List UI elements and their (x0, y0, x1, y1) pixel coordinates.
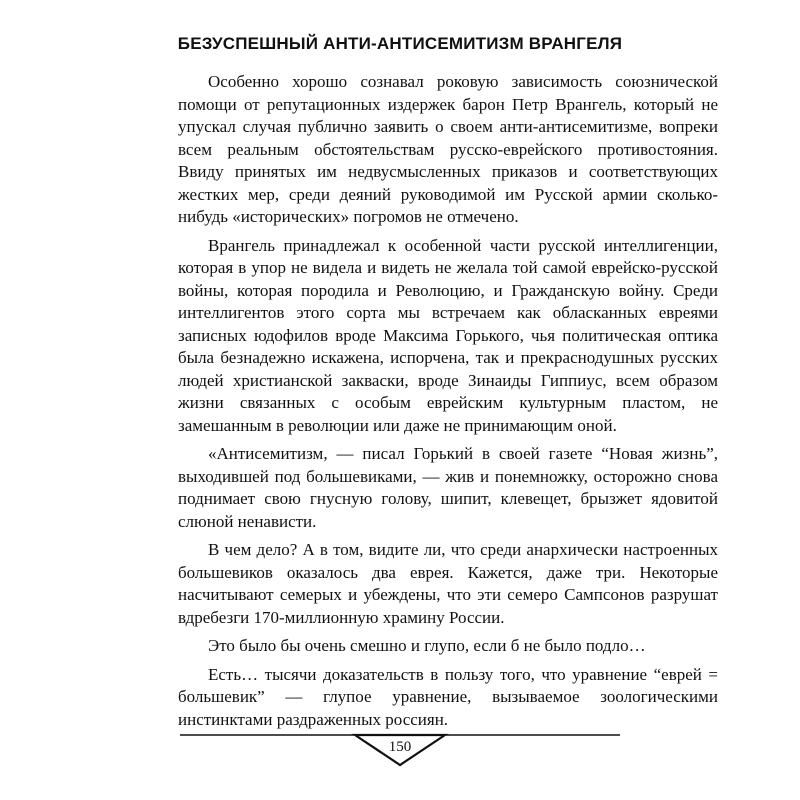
body-text (178, 71, 718, 737)
paragraph: Особенно хорошо сознавал роковую зависимость союзнической помощи от репутационных издержек барон Петр Врангель, который не упускал случая публично заявить о своем анти-антисемитизме, вопреки всем реальным обстоятельствам русско-еврейского противостояния. Ввиду принятых им недвусмысленных приказов и соответствующих жестких мер, среди деяний руководимой им Русской армии сколько-нибудь «исторических» погромов не отмечено. (178, 72, 718, 226)
page-footer (0, 733, 800, 767)
chapter-heading: БЕЗУСПЕШНЫЙ АНТИ-АНТИСЕМИТИЗМ ВРАНГЕЛЯ (177, 34, 623, 53)
paragraph: Есть… тысячи доказательств в пользу того, что уравнение “еврей = большевик” — глупое уравнение, вызываемое зоологическими инстинктами раздраженных россиян. (178, 664, 718, 729)
paragraph: Врангель принадлежал к особенной части русской интеллигенции, которая в упор не видела и видеть не желала той самой еврейско-русской войны, которая породила и Революцию, и Гражданскую войну. Среди интеллигентов этого сорта мы встречаем как обласканных евреями записных юдофилов вроде Максима Горького, чья политическая оптика была безнадежно искажена, испорчена, так и прекраснодушных русских людей христианской закваски, вроде Зинаиды Гиппиус, всем образом жизни связанных с особым еврейским культурным пластом, не замешанным в революции или даже не принимающим оной. (178, 235, 718, 435)
paragraph: Это было бы очень смешно и глупо, если б не было подло… (208, 636, 646, 655)
paragraph: В чем дело? А в том, видите ли, что среди анархически настроенных большевиков оказалось два еврея. Кажется, даже три. Некоторые насчитывают семерых и убеждены, что эти семеро Сампсонов разрушат вдребезги 170-миллионную храмину России. (178, 540, 718, 627)
page-number: 150 (388, 739, 412, 755)
paragraph: «Антисемитизм, — писал Горький в своей газете “Новая жизнь”, выходившей под большевиками, — жив и понемножку, осторожно снова поднимает свою гнусную голову, шипит, клевещет, брызжет ядовитой слюной ненависти. (178, 444, 718, 531)
